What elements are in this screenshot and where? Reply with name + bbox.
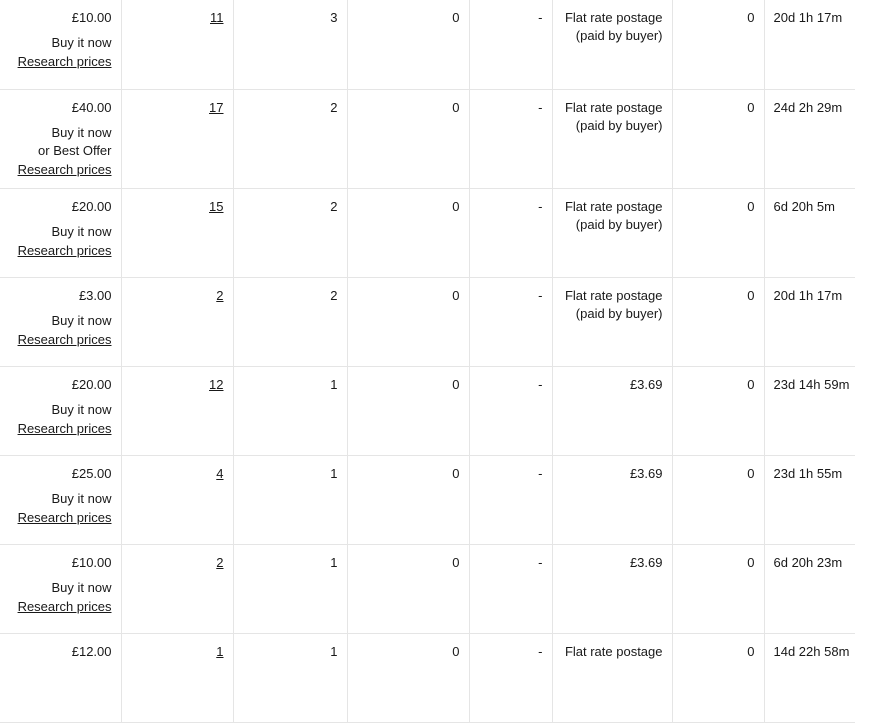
postage-line: £3.69 [629,554,663,570]
count-value-2: 0 [747,465,755,481]
watchers-cell [121,89,233,188]
price-cell [0,455,121,544]
price-value: £3.00 [78,287,112,303]
count-cell-2 [672,0,764,89]
listing-format [9,124,112,160]
postage-line: (paid by buyer) [575,305,663,321]
count-value: 0 [452,10,460,25]
watchers-link[interactable]: 4 [216,465,224,481]
price-cell [0,366,121,455]
count-cell [347,277,469,366]
postage-cell [552,544,672,633]
time-left: 6d 20h 23m [773,554,843,570]
count-value-2: 0 [747,643,755,659]
dash-cell [469,366,552,455]
table-row [0,366,855,455]
views-count: 2 [330,99,338,115]
views-count: 2 [330,287,338,303]
research-prices-link[interactable]: Research prices [17,420,112,436]
table-row [0,544,855,633]
price-value: £40.00 [71,99,112,115]
count-value: 0 [452,554,460,570]
watchers-cell [121,455,233,544]
views-cell [233,89,347,188]
listing-format [9,312,112,330]
format-line: Buy it now [51,223,112,239]
price-value: £10.00 [71,554,112,570]
format-line: or Best Offer [38,142,112,158]
price-cell [0,277,121,366]
postage-line: (paid by buyer) [575,117,663,133]
count-value: 0 [452,643,460,659]
format-line: Buy it now [51,35,112,50]
postage-line: £3.69 [629,465,663,481]
postage-cell [552,455,672,544]
count-cell-2 [672,544,764,633]
dash-value: - [538,554,543,570]
price-cell [0,89,121,188]
views-count: 1 [330,643,338,659]
count-value-2: 0 [747,10,755,25]
count-value-2: 0 [747,287,755,303]
time-left: 14d 22h 58m [773,643,850,659]
postage-cell [552,366,672,455]
research-prices-link[interactable]: Research prices [17,509,112,525]
time-left: 6d 20h 5m [773,198,835,214]
views-cell [233,366,347,455]
postage-line: Flat rate postage [564,287,663,303]
price-value: £12.00 [71,643,112,659]
watchers-link[interactable]: 15 [209,198,224,214]
postage-line: Flat rate postage [564,643,663,659]
views-cell [233,277,347,366]
time-left: 20d 1h 17m [773,10,843,25]
views-count: 1 [330,376,338,392]
count-cell [347,366,469,455]
postage-line: (paid by buyer) [575,28,663,43]
time-left-cell [764,633,855,722]
time-left-cell [764,0,855,89]
time-left: 24d 2h 29m [773,99,843,115]
dash-value: - [538,99,543,115]
dash-cell [469,277,552,366]
price-cell [0,633,121,722]
research-prices-link[interactable]: Research prices [17,331,112,347]
price-value: £10.00 [71,10,112,25]
dash-value: - [538,198,543,214]
postage-cell [552,0,672,89]
listing-format [9,490,112,508]
views-cell [233,544,347,633]
format-line: Buy it now [51,401,112,417]
watchers-cell [121,0,233,89]
watchers-cell [121,366,233,455]
count-value: 0 [452,465,460,481]
postage-cell [552,188,672,277]
count-value-2: 0 [747,198,755,214]
watchers-link[interactable]: 1 [216,643,224,659]
views-cell [233,0,347,89]
count-value: 0 [452,287,460,303]
count-cell [347,455,469,544]
watchers-link[interactable]: 11 [210,10,224,25]
count-cell-2 [672,188,764,277]
price-value: £25.00 [71,465,112,481]
table-row [0,0,855,89]
dash-cell [469,0,552,89]
listing-format [9,34,112,52]
research-prices-link[interactable]: Research prices [17,242,112,258]
watchers-link[interactable]: 17 [209,99,224,115]
dash-value: - [538,465,543,481]
postage-line: (paid by buyer) [575,216,663,232]
watchers-link[interactable]: 12 [209,376,224,392]
postage-cell [552,89,672,188]
count-value: 0 [452,376,460,392]
count-cell-2 [672,455,764,544]
time-left: 23d 14h 59m [773,376,850,392]
format-line: Buy it now [51,124,112,140]
dash-value: - [538,287,543,303]
watchers-link[interactable]: 2 [216,554,224,570]
count-value: 0 [452,198,460,214]
price-cell [0,188,121,277]
postage-line: Flat rate postage [564,198,663,214]
format-line: Buy it now [51,579,112,595]
count-value-2: 0 [747,99,755,115]
count-cell [347,188,469,277]
count-cell-2 [672,366,764,455]
dash-value: - [538,376,543,392]
views-cell [233,188,347,277]
dash-cell [469,544,552,633]
count-cell [347,633,469,722]
count-cell [347,89,469,188]
watchers-cell [121,544,233,633]
count-value-2: 0 [747,554,755,570]
count-cell-2 [672,89,764,188]
count-value-2: 0 [747,376,755,392]
views-count: 1 [330,465,338,481]
dash-value: - [538,10,543,25]
listing-format [9,223,112,241]
views-count: 1 [330,554,338,570]
count-cell-2 [672,277,764,366]
postage-cell [552,633,672,722]
time-left-cell [764,544,855,633]
listing-format [9,579,112,597]
postage-line: Flat rate postage [564,10,663,25]
format-line: Buy it now [51,490,112,506]
watchers-cell [121,277,233,366]
research-prices-link[interactable]: Research prices [17,54,112,69]
count-cell-2 [672,633,764,722]
dash-cell [469,633,552,722]
format-line: Buy it now [51,312,112,328]
table-row [0,277,855,366]
time-left-cell [764,366,855,455]
count-value: 0 [452,99,460,115]
views-cell [233,633,347,722]
watchers-link[interactable]: 2 [216,287,224,303]
price-value: £20.00 [71,376,112,392]
price-cell [0,0,121,89]
watchers-cell [121,188,233,277]
time-left-cell [764,89,855,188]
postage-line: Flat rate postage [564,99,663,115]
views-count: 2 [330,198,338,214]
time-left: 20d 1h 17m [773,287,843,303]
listing-format [9,401,112,419]
table-row [0,455,855,544]
count-cell [347,0,469,89]
research-prices-link[interactable]: Research prices [17,161,112,177]
time-left-cell [764,277,855,366]
dash-cell [469,188,552,277]
postage-cell [552,277,672,366]
views-count: 3 [330,10,338,25]
research-prices-link[interactable]: Research prices [17,598,112,614]
time-left: 23d 1h 55m [773,465,843,481]
price-value: £20.00 [71,198,112,214]
table-row [0,633,855,722]
postage-line: £3.69 [629,376,663,392]
price-cell [0,544,121,633]
table-row [0,89,855,188]
table-row [0,188,855,277]
views-cell [233,455,347,544]
time-left-cell [764,188,855,277]
dash-cell [469,89,552,188]
watchers-cell [121,633,233,722]
count-cell [347,544,469,633]
time-left-cell [764,455,855,544]
dash-cell [469,455,552,544]
dash-value: - [538,643,543,659]
